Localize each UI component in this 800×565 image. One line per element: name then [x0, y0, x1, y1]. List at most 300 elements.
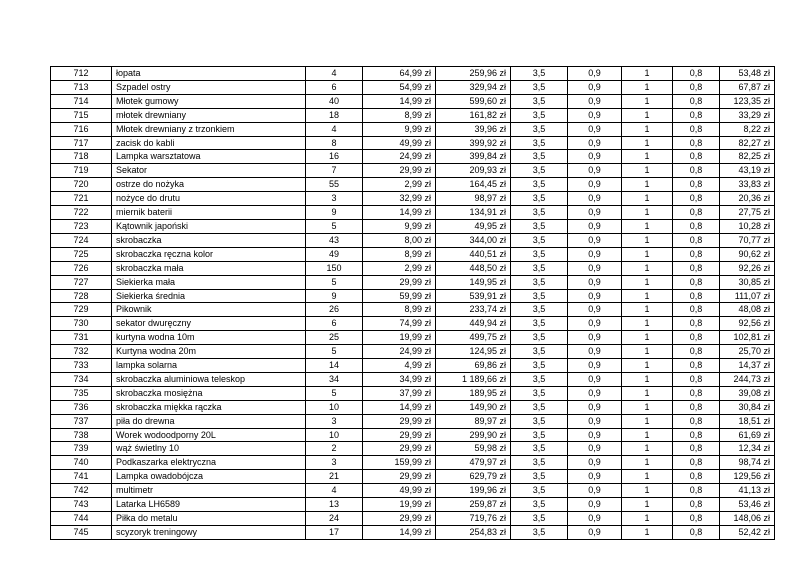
item-name-cell: Młotek gumowy	[112, 94, 306, 108]
table-row	[51, 317, 775, 331]
quantity-cell: 4	[306, 122, 363, 136]
factor-c-cell: 1	[622, 178, 673, 192]
factor-b-cell: 0,9	[568, 94, 622, 108]
factor-d-cell: 0,8	[673, 386, 720, 400]
unit-price-cell: 34,99 zł	[363, 372, 436, 386]
item-name-cell: skrobaczka miękka rączka	[112, 400, 306, 414]
row-number-cell: 741	[51, 470, 112, 484]
item-name-cell: sekator dwuręczny	[112, 317, 306, 331]
factor-d-cell: 0,8	[673, 525, 720, 539]
table-row	[51, 345, 775, 359]
quantity-cell: 40	[306, 94, 363, 108]
factor-d-cell: 0,8	[673, 136, 720, 150]
factor-d-cell: 0,8	[673, 67, 720, 81]
result-amount-cell: 53,48 zł	[720, 67, 775, 81]
factor-a-cell: 3,5	[511, 359, 568, 373]
total-price-cell: 149,95 zł	[436, 275, 511, 289]
item-name-cell: Lampka warsztatowa	[112, 150, 306, 164]
factor-b-cell: 0,9	[568, 178, 622, 192]
result-amount-cell: 70,77 zł	[720, 233, 775, 247]
result-amount-cell: 14,37 zł	[720, 359, 775, 373]
factor-c-cell: 1	[622, 80, 673, 94]
item-name-cell: skrobaczka aluminiowa teleskop	[112, 372, 306, 386]
row-number-cell: 735	[51, 386, 112, 400]
factor-b-cell: 0,9	[568, 303, 622, 317]
factor-c-cell: 1	[622, 219, 673, 233]
factor-b-cell: 0,9	[568, 525, 622, 539]
factor-a-cell: 3,5	[511, 414, 568, 428]
item-name-cell: lampka solarna	[112, 359, 306, 373]
unit-price-cell: 29,99 zł	[363, 275, 436, 289]
result-amount-cell: 53,46 zł	[720, 498, 775, 512]
result-amount-cell: 25,70 zł	[720, 345, 775, 359]
factor-d-cell: 0,8	[673, 219, 720, 233]
item-name-cell: skrobaczka mosiężna	[112, 386, 306, 400]
table-row	[51, 386, 775, 400]
factor-c-cell: 1	[622, 164, 673, 178]
table-row	[51, 414, 775, 428]
factor-b-cell: 0,9	[568, 261, 622, 275]
result-amount-cell: 98,74 zł	[720, 456, 775, 470]
total-price-cell: 89,97 zł	[436, 414, 511, 428]
factor-b-cell: 0,9	[568, 442, 622, 456]
item-name-cell: scyzoryk treningowy	[112, 525, 306, 539]
factor-a-cell: 3,5	[511, 512, 568, 526]
quantity-cell: 9	[306, 206, 363, 220]
factor-b-cell: 0,9	[568, 150, 622, 164]
factor-a-cell: 3,5	[511, 456, 568, 470]
result-amount-cell: 10,28 zł	[720, 219, 775, 233]
factor-c-cell: 1	[622, 289, 673, 303]
factor-b-cell: 0,9	[568, 289, 622, 303]
factor-c-cell: 1	[622, 484, 673, 498]
total-price-cell: 189,95 zł	[436, 386, 511, 400]
row-number-cell: 727	[51, 275, 112, 289]
factor-b-cell: 0,9	[568, 512, 622, 526]
factor-c-cell: 1	[622, 247, 673, 261]
quantity-cell: 16	[306, 150, 363, 164]
factor-b-cell: 0,9	[568, 219, 622, 233]
result-amount-cell: 61,69 zł	[720, 428, 775, 442]
unit-price-cell: 9,99 zł	[363, 122, 436, 136]
factor-d-cell: 0,8	[673, 484, 720, 498]
factor-b-cell: 0,9	[568, 192, 622, 206]
factor-d-cell: 0,8	[673, 512, 720, 526]
quantity-cell: 3	[306, 192, 363, 206]
unit-price-cell: 14,99 zł	[363, 206, 436, 220]
factor-b-cell: 0,9	[568, 317, 622, 331]
total-price-cell: 399,84 zł	[436, 150, 511, 164]
total-price-cell: 254,83 zł	[436, 525, 511, 539]
unit-price-cell: 29,99 zł	[363, 442, 436, 456]
row-number-cell: 743	[51, 498, 112, 512]
item-name-cell: zacisk do kabli	[112, 136, 306, 150]
quantity-cell: 6	[306, 317, 363, 331]
result-amount-cell: 43,19 zł	[720, 164, 775, 178]
total-price-cell: 599,60 zł	[436, 94, 511, 108]
result-amount-cell: 90,62 zł	[720, 247, 775, 261]
total-price-cell: 59,98 zł	[436, 442, 511, 456]
factor-a-cell: 3,5	[511, 192, 568, 206]
factor-a-cell: 3,5	[511, 428, 568, 442]
total-price-cell: 259,96 zł	[436, 67, 511, 81]
item-name-cell: skrobaczka mała	[112, 261, 306, 275]
table-row	[51, 400, 775, 414]
row-number-cell: 719	[51, 164, 112, 178]
row-number-cell: 740	[51, 456, 112, 470]
table-row	[51, 219, 775, 233]
table-row	[51, 122, 775, 136]
factor-d-cell: 0,8	[673, 428, 720, 442]
factor-b-cell: 0,9	[568, 164, 622, 178]
result-amount-cell: 33,83 zł	[720, 178, 775, 192]
item-name-cell: Piłka do metalu	[112, 512, 306, 526]
factor-a-cell: 3,5	[511, 345, 568, 359]
factor-a-cell: 3,5	[511, 442, 568, 456]
factor-a-cell: 3,5	[511, 400, 568, 414]
row-number-cell: 729	[51, 303, 112, 317]
quantity-cell: 43	[306, 233, 363, 247]
quantity-cell: 14	[306, 359, 363, 373]
item-name-cell: miernik baterii	[112, 206, 306, 220]
quantity-cell: 13	[306, 498, 363, 512]
factor-a-cell: 3,5	[511, 386, 568, 400]
factor-b-cell: 0,9	[568, 331, 622, 345]
factor-c-cell: 1	[622, 345, 673, 359]
unit-price-cell: 37,99 zł	[363, 386, 436, 400]
row-number-cell: 713	[51, 80, 112, 94]
quantity-cell: 8	[306, 136, 363, 150]
factor-d-cell: 0,8	[673, 233, 720, 247]
result-amount-cell: 27,75 zł	[720, 206, 775, 220]
result-amount-cell: 30,85 zł	[720, 275, 775, 289]
item-name-cell: Sekator	[112, 164, 306, 178]
factor-b-cell: 0,9	[568, 484, 622, 498]
total-price-cell: 49,95 zł	[436, 219, 511, 233]
factor-b-cell: 0,9	[568, 386, 622, 400]
table-row	[51, 67, 775, 81]
factor-d-cell: 0,8	[673, 289, 720, 303]
factor-c-cell: 1	[622, 94, 673, 108]
factor-d-cell: 0,8	[673, 456, 720, 470]
unit-price-cell: 54,99 zł	[363, 80, 436, 94]
factor-c-cell: 1	[622, 400, 673, 414]
factor-a-cell: 3,5	[511, 150, 568, 164]
quantity-cell: 55	[306, 178, 363, 192]
factor-d-cell: 0,8	[673, 414, 720, 428]
table-row	[51, 233, 775, 247]
factor-b-cell: 0,9	[568, 108, 622, 122]
item-name-cell: Pikownik	[112, 303, 306, 317]
quantity-cell: 5	[306, 275, 363, 289]
table-row	[51, 470, 775, 484]
result-amount-cell: 12,34 zł	[720, 442, 775, 456]
factor-a-cell: 3,5	[511, 108, 568, 122]
table-row	[51, 331, 775, 345]
factor-c-cell: 1	[622, 108, 673, 122]
item-name-cell: piła do drewna	[112, 414, 306, 428]
unit-price-cell: 19,99 zł	[363, 498, 436, 512]
result-amount-cell: 30,84 zł	[720, 400, 775, 414]
factor-c-cell: 1	[622, 512, 673, 526]
factor-a-cell: 3,5	[511, 317, 568, 331]
quantity-cell: 49	[306, 247, 363, 261]
total-price-cell: 399,92 zł	[436, 136, 511, 150]
table-row	[51, 178, 775, 192]
item-name-cell: młotek drewniany	[112, 108, 306, 122]
factor-b-cell: 0,9	[568, 67, 622, 81]
factor-d-cell: 0,8	[673, 108, 720, 122]
quantity-cell: 5	[306, 386, 363, 400]
factor-b-cell: 0,9	[568, 456, 622, 470]
quantity-cell: 4	[306, 67, 363, 81]
unit-price-cell: 24,99 zł	[363, 345, 436, 359]
item-name-cell: nożyce do drutu	[112, 192, 306, 206]
table-row	[51, 428, 775, 442]
factor-b-cell: 0,9	[568, 80, 622, 94]
factor-d-cell: 0,8	[673, 164, 720, 178]
quantity-cell: 4	[306, 484, 363, 498]
factor-a-cell: 3,5	[511, 331, 568, 345]
table-row	[51, 442, 775, 456]
unit-price-cell: 29,99 zł	[363, 164, 436, 178]
result-amount-cell: 129,56 zł	[720, 470, 775, 484]
factor-b-cell: 0,9	[568, 206, 622, 220]
factor-d-cell: 0,8	[673, 80, 720, 94]
factor-b-cell: 0,9	[568, 247, 622, 261]
quantity-cell: 34	[306, 372, 363, 386]
total-price-cell: 199,96 zł	[436, 484, 511, 498]
row-number-cell: 723	[51, 219, 112, 233]
quantity-cell: 10	[306, 428, 363, 442]
quantity-cell: 3	[306, 456, 363, 470]
factor-a-cell: 3,5	[511, 206, 568, 220]
unit-price-cell: 2,99 zł	[363, 178, 436, 192]
unit-price-cell: 14,99 zł	[363, 94, 436, 108]
factor-a-cell: 3,5	[511, 261, 568, 275]
item-name-cell: Siekierka średnia	[112, 289, 306, 303]
result-amount-cell: 18,51 zł	[720, 414, 775, 428]
unit-price-cell: 29,99 zł	[363, 470, 436, 484]
factor-a-cell: 3,5	[511, 525, 568, 539]
factor-d-cell: 0,8	[673, 442, 720, 456]
quantity-cell: 5	[306, 345, 363, 359]
result-amount-cell: 148,06 zł	[720, 512, 775, 526]
row-number-cell: 717	[51, 136, 112, 150]
factor-b-cell: 0,9	[568, 498, 622, 512]
item-name-cell: Latarka LH6589	[112, 498, 306, 512]
total-price-cell: 479,97 zł	[436, 456, 511, 470]
item-name-cell: łopata	[112, 67, 306, 81]
row-number-cell: 730	[51, 317, 112, 331]
total-price-cell: 539,91 zł	[436, 289, 511, 303]
row-number-cell: 738	[51, 428, 112, 442]
unit-price-cell: 2,99 zł	[363, 261, 436, 275]
result-amount-cell: 41,13 zł	[720, 484, 775, 498]
factor-c-cell: 1	[622, 498, 673, 512]
row-number-cell: 718	[51, 150, 112, 164]
factor-d-cell: 0,8	[673, 345, 720, 359]
table-row	[51, 80, 775, 94]
item-name-cell: Podkaszarka elektryczna	[112, 456, 306, 470]
table-row	[51, 525, 775, 539]
factor-a-cell: 3,5	[511, 372, 568, 386]
factor-d-cell: 0,8	[673, 192, 720, 206]
table-row	[51, 275, 775, 289]
factor-d-cell: 0,8	[673, 372, 720, 386]
factor-d-cell: 0,8	[673, 331, 720, 345]
quantity-cell: 6	[306, 80, 363, 94]
factor-b-cell: 0,9	[568, 414, 622, 428]
factor-a-cell: 3,5	[511, 233, 568, 247]
item-name-cell: kurtyna wodna 10m	[112, 331, 306, 345]
unit-price-cell: 8,00 zł	[363, 233, 436, 247]
unit-price-cell: 8,99 zł	[363, 247, 436, 261]
unit-price-cell: 49,99 zł	[363, 136, 436, 150]
quantity-cell: 10	[306, 400, 363, 414]
total-price-cell: 39,96 zł	[436, 122, 511, 136]
total-price-cell: 209,93 zł	[436, 164, 511, 178]
result-amount-cell: 102,81 zł	[720, 331, 775, 345]
factor-d-cell: 0,8	[673, 247, 720, 261]
row-number-cell: 733	[51, 359, 112, 373]
total-price-cell: 629,79 zł	[436, 470, 511, 484]
row-number-cell: 745	[51, 525, 112, 539]
factor-c-cell: 1	[622, 150, 673, 164]
factor-b-cell: 0,9	[568, 345, 622, 359]
table-row	[51, 372, 775, 386]
factor-d-cell: 0,8	[673, 470, 720, 484]
quantity-cell: 2	[306, 442, 363, 456]
factor-a-cell: 3,5	[511, 178, 568, 192]
quantity-cell: 18	[306, 108, 363, 122]
result-amount-cell: 67,87 zł	[720, 80, 775, 94]
factor-a-cell: 3,5	[511, 498, 568, 512]
unit-price-cell: 49,99 zł	[363, 484, 436, 498]
unit-price-cell: 159,99 zł	[363, 456, 436, 470]
factor-d-cell: 0,8	[673, 498, 720, 512]
factor-c-cell: 1	[622, 331, 673, 345]
result-amount-cell: 92,56 zł	[720, 317, 775, 331]
row-number-cell: 715	[51, 108, 112, 122]
factor-a-cell: 3,5	[511, 80, 568, 94]
unit-price-cell: 29,99 zł	[363, 512, 436, 526]
table-row	[51, 136, 775, 150]
factor-b-cell: 0,9	[568, 233, 622, 247]
factor-c-cell: 1	[622, 261, 673, 275]
factor-a-cell: 3,5	[511, 122, 568, 136]
item-name-cell: Kątownik japoński	[112, 219, 306, 233]
unit-price-cell: 74,99 zł	[363, 317, 436, 331]
result-amount-cell: 82,27 zł	[720, 136, 775, 150]
quantity-cell: 25	[306, 331, 363, 345]
table-row	[51, 108, 775, 122]
factor-a-cell: 3,5	[511, 289, 568, 303]
item-name-cell: skrobaczka	[112, 233, 306, 247]
table-row	[51, 94, 775, 108]
item-name-cell: multimetr	[112, 484, 306, 498]
factor-a-cell: 3,5	[511, 219, 568, 233]
factor-c-cell: 1	[622, 275, 673, 289]
factor-d-cell: 0,8	[673, 359, 720, 373]
row-number-cell: 721	[51, 192, 112, 206]
factor-a-cell: 3,5	[511, 484, 568, 498]
table-row	[51, 192, 775, 206]
unit-price-cell: 29,99 zł	[363, 414, 436, 428]
row-number-cell: 744	[51, 512, 112, 526]
factor-d-cell: 0,8	[673, 94, 720, 108]
factor-c-cell: 1	[622, 317, 673, 331]
factor-c-cell: 1	[622, 122, 673, 136]
table-row	[51, 359, 775, 373]
table-row	[51, 456, 775, 470]
quantity-cell: 150	[306, 261, 363, 275]
item-name-cell: Siekierka mała	[112, 275, 306, 289]
quantity-cell: 9	[306, 289, 363, 303]
total-price-cell: 134,91 zł	[436, 206, 511, 220]
factor-c-cell: 1	[622, 386, 673, 400]
factor-a-cell: 3,5	[511, 470, 568, 484]
factor-a-cell: 3,5	[511, 67, 568, 81]
unit-price-cell: 29,99 zł	[363, 428, 436, 442]
item-name-cell: wąż świetlny 10	[112, 442, 306, 456]
table-row	[51, 289, 775, 303]
unit-price-cell: 32,99 zł	[363, 192, 436, 206]
factor-c-cell: 1	[622, 192, 673, 206]
factor-c-cell: 1	[622, 206, 673, 220]
table-row	[51, 150, 775, 164]
row-number-cell: 720	[51, 178, 112, 192]
factor-a-cell: 3,5	[511, 94, 568, 108]
item-name-cell: Szpadel ostry	[112, 80, 306, 94]
result-amount-cell: 111,07 zł	[720, 289, 775, 303]
total-price-cell: 499,75 zł	[436, 331, 511, 345]
item-name-cell: ostrze do nożyka	[112, 178, 306, 192]
factor-b-cell: 0,9	[568, 400, 622, 414]
factor-b-cell: 0,9	[568, 359, 622, 373]
factor-d-cell: 0,8	[673, 303, 720, 317]
quantity-cell: 24	[306, 512, 363, 526]
quantity-cell: 5	[306, 219, 363, 233]
row-number-cell: 725	[51, 247, 112, 261]
table-row	[51, 484, 775, 498]
factor-d-cell: 0,8	[673, 122, 720, 136]
unit-price-cell: 19,99 zł	[363, 331, 436, 345]
table-row	[51, 247, 775, 261]
factor-c-cell: 1	[622, 233, 673, 247]
result-amount-cell: 33,29 zł	[720, 108, 775, 122]
total-price-cell: 233,74 zł	[436, 303, 511, 317]
total-price-cell: 164,45 zł	[436, 178, 511, 192]
factor-b-cell: 0,9	[568, 470, 622, 484]
quantity-cell: 17	[306, 525, 363, 539]
table-body	[51, 67, 775, 540]
total-price-cell: 149,90 zł	[436, 400, 511, 414]
unit-price-cell: 14,99 zł	[363, 525, 436, 539]
unit-price-cell: 24,99 zł	[363, 150, 436, 164]
row-number-cell: 712	[51, 67, 112, 81]
row-number-cell: 728	[51, 289, 112, 303]
table-row	[51, 303, 775, 317]
factor-c-cell: 1	[622, 470, 673, 484]
factor-d-cell: 0,8	[673, 400, 720, 414]
result-amount-cell: 82,25 zł	[720, 150, 775, 164]
total-price-cell: 329,94 zł	[436, 80, 511, 94]
factor-b-cell: 0,9	[568, 136, 622, 150]
row-number-cell: 732	[51, 345, 112, 359]
total-price-cell: 299,90 zł	[436, 428, 511, 442]
quantity-cell: 26	[306, 303, 363, 317]
